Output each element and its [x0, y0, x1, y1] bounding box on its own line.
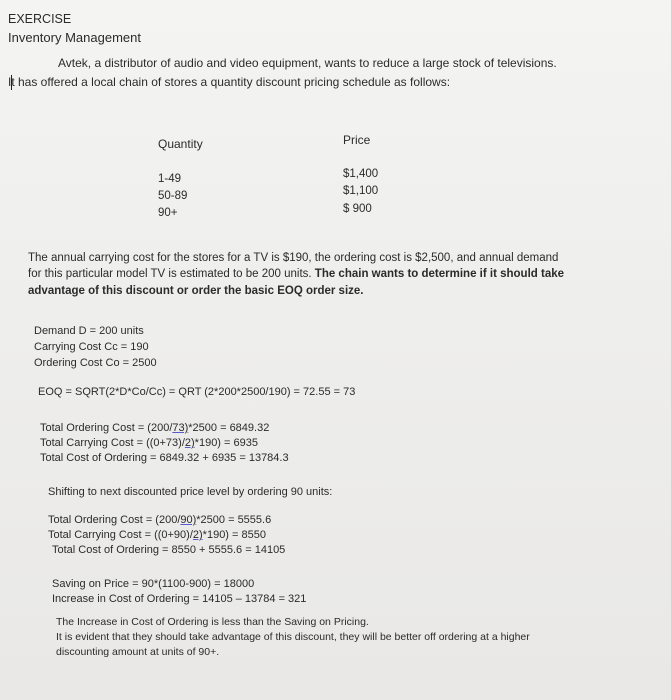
given-carrying-cost: Carrying Cost Cc = 190: [34, 341, 149, 353]
document-title: Inventory Management: [8, 30, 141, 45]
formula-part-underlined: 2): [184, 437, 195, 449]
given-ordering-cost: Ordering Cost Co = 2500: [34, 357, 157, 369]
problem-line-2: [28, 268, 564, 280]
formula-part: *190) = 8550: [202, 529, 266, 541]
formula-part: Total Ordering Cost = (200/: [48, 514, 181, 526]
formula-part: *190) = 6935: [194, 437, 258, 449]
exercise-label: EXERCISE: [8, 12, 72, 26]
conclusion-line-1: The Increase in Cost of Ordering is less than the Saving on Pricing.: [56, 616, 369, 628]
basic-total-carrying-cost: [40, 437, 258, 449]
table-cell-quantity: 1-49: [158, 173, 182, 185]
formula-part: Total Carrying Cost = ((0+90)/: [48, 529, 193, 541]
table-header-quantity: Quantity: [158, 137, 203, 151]
table-cell-price: $1,400: [343, 168, 379, 180]
problem-line-2-text: for this particular model TV is estimated to be 200 units.: [28, 268, 315, 280]
table-header-price: Price: [343, 133, 371, 147]
basic-total-cost: Total Cost of Ordering = 6849.32 + 6935 = 13784.3: [40, 452, 289, 464]
formula-part-underlined: 90): [180, 514, 197, 526]
discount-total-ordering-cost: [48, 514, 271, 526]
problem-question-start: The chain wants to determine if it should take: [314, 268, 565, 280]
saving-on-price: Saving on Price = 90*(1100-900) = 18000: [52, 578, 255, 590]
discount-total-cost: Total Cost of Ordering = 8550 + 5555.6 = 14105: [52, 544, 286, 556]
table-cell-quantity: 50-89: [158, 190, 188, 202]
problem-question-end: advantage of this discount or order the basic EOQ order size.: [28, 285, 364, 297]
formula-part: Total Carrying Cost = ((0+73)/: [40, 437, 185, 449]
increase-in-cost: Increase in Cost of Ordering = 14105 – 13784 = 321: [52, 593, 307, 605]
table-cell-quantity: 90+: [158, 207, 178, 219]
conclusion-line-3: discounting amount at units of 90+.: [56, 646, 220, 658]
formula-part: Total Ordering Cost = (200/: [40, 422, 173, 434]
discount-total-carrying-cost: [48, 529, 266, 541]
intro-line-1: Avtek, a distributor of audio and video equipment, wants to reduce a large stock of televisions.: [58, 56, 557, 70]
eoq-formula: EOQ = SQRT(2*D*Co/Cc) = QRT (2*200*2500/190) = 72.55 = 73: [38, 386, 356, 398]
formula-part-underlined: 73): [172, 422, 189, 434]
conclusion-line-2: It is evident that they should take advantage of this discount, they will be better off ordering at a higher: [56, 631, 530, 643]
formula-part: *2500 = 6849.32: [188, 422, 270, 434]
basic-total-ordering-cost: [40, 422, 269, 434]
table-cell-price: $ 900: [343, 203, 372, 215]
formula-part-underlined: 2): [192, 529, 203, 541]
problem-line-1: The annual carrying cost for the stores for a TV is $190, the ordering cost is $2,500, and annual demand: [28, 252, 559, 264]
table-cell-price: $1,100: [343, 185, 379, 197]
intro-line-2: It has offered a local chain of stores a quantity discount pricing schedule as follows:: [8, 75, 451, 89]
formula-part: *2500 = 5555.6: [196, 514, 272, 526]
shift-heading: Shifting to next discounted price level by ordering 90 units:: [48, 486, 333, 498]
given-demand: Demand D = 200 units: [34, 325, 144, 337]
